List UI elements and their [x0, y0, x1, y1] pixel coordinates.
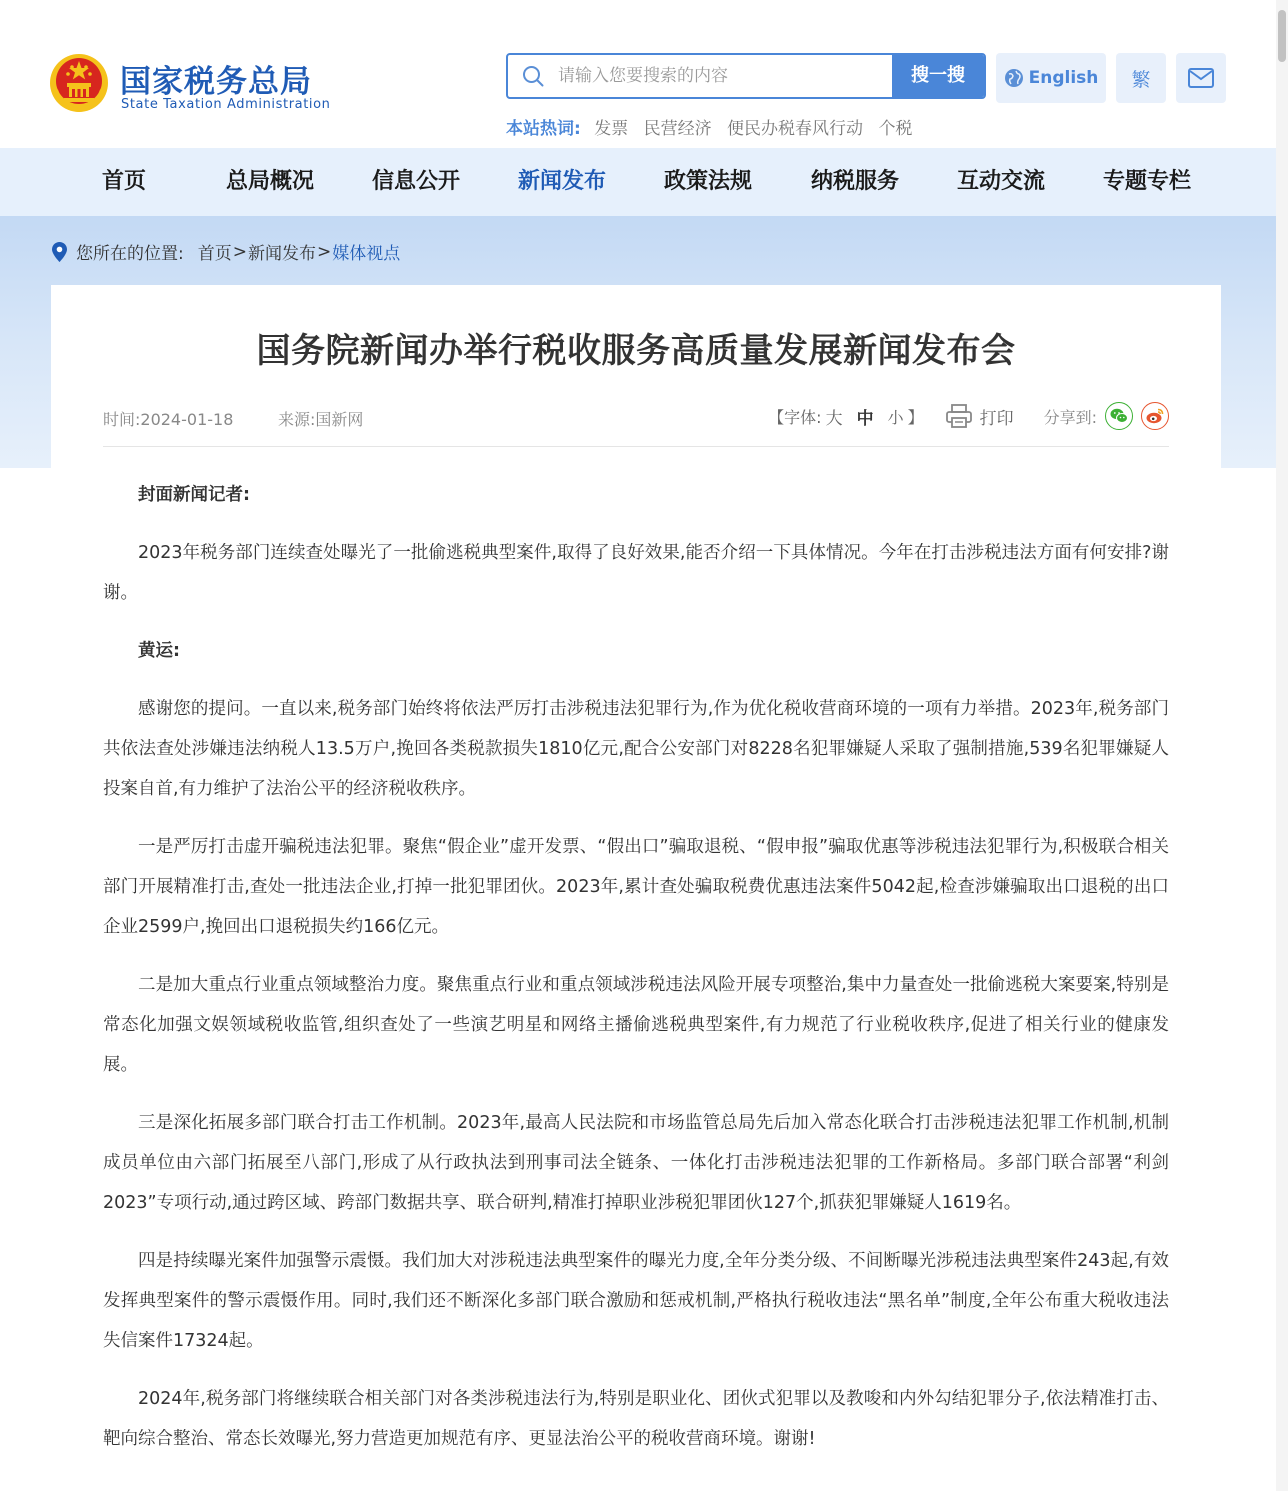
scrollbar-thumb[interactable] — [1278, 10, 1286, 62]
article-paragraph: 2024年,税务部门将继续联合相关部门对各类涉税违法行为,特别是职业化、团伙式犯罪以及教唆和内外勾结犯罪分子,依法精准打击、靶向综合整治、常态长效曝光,努力营造更加规范有序、更显法治公平的税收营商环境。谢谢! — [103, 1389, 1169, 1449]
main-nav — [0, 148, 1288, 216]
breadcrumb-news[interactable]: 新闻发布 — [247, 244, 316, 264]
hotword-link[interactable]: 便民办税春风行动 — [727, 119, 864, 139]
speaker-label: 黄运: — [138, 641, 180, 661]
nav-item-overview[interactable]: 总局概况 — [226, 169, 315, 194]
article-body — [103, 475, 1169, 1477]
logo-title-cn: 国家税务总局 — [120, 64, 312, 100]
printer-icon — [946, 404, 972, 428]
breadcrumb-separator: > — [232, 241, 247, 262]
nav-item-news[interactable]: 新闻发布 — [518, 169, 607, 194]
hotword-link[interactable]: 民营经济 — [643, 119, 712, 139]
logo-title-en: State Taxation Administration — [121, 97, 331, 112]
article-paragraph: 2023年税务部门连续查处曝光了一批偷逃税典型案件,取得了良好效果,能否介绍一下具体情况。今年在打击涉税违法方面有何安排?谢谢。 — [103, 543, 1169, 603]
traditional-chinese-button[interactable]: 繁 — [1116, 53, 1166, 103]
nav-item-tax-service[interactable]: 纳税服务 — [811, 169, 900, 194]
breadcrumb-home[interactable]: 首页 — [197, 244, 232, 264]
hotwords-label: 本站热词: — [506, 119, 581, 139]
article-paragraph: 二是加大重点行业重点领域整治力度。聚焦重点行业和重点领域涉税违法风险开展专项整治,集中力量查处一批偷逃税大案要案,特别是常态化加强文娱领域税收监管,组织查处了一些演艺明星和网络主播偷逃税典型案件,有力规范了行业税收秩序,促进了相关行业的健康发展。 — [103, 975, 1169, 1075]
breadcrumb — [52, 239, 400, 264]
article-tools — [768, 399, 1169, 433]
share-wechat-button[interactable] — [1105, 402, 1133, 430]
font-size-bracket: 】 — [907, 407, 924, 427]
article-title: 国务院新闻办举行税收服务高质量发展新闻发布会 — [256, 331, 1016, 371]
nav-item-policy[interactable]: 政策法规 — [664, 169, 753, 194]
article-meta — [103, 405, 1169, 447]
breadcrumb-current[interactable]: 媒体视点 — [332, 244, 401, 264]
mail-icon — [1188, 68, 1214, 88]
share-label: 分享到: — [1043, 407, 1097, 427]
nav-item-interaction[interactable]: 互动交流 — [957, 169, 1046, 194]
article-paragraph: 四是持续曝光案件加强警示震慑。我们加大对涉税违法典型案件的曝光力度,全年分类分级、不间断曝光涉税违法典型案件243起,有效发挥典型案件的警示震慑作用。同时,我们还不断深化多部门联合激励和惩戒机制,严格执行税收违法“黑名单”制度,全年公布重大税收违法失信案件17324起。 — [103, 1251, 1169, 1351]
hotword-link[interactable]: 发票 — [594, 119, 629, 139]
article-paragraph: 感谢您的提问。一直以来,税务部门始终将依法严厉打击涉税违法犯罪行为,作为优化税收营商环境的一项有力举措。2023年,税务部门共依法查处涉嫌违法纳税人13.5万户,挽回各类税款损失1810亿元,配合公安部门对8228名犯罪嫌疑人采取了强制措施,539名犯罪嫌疑人投案自首,有力维护了法治公平的经济税收秩序。 — [103, 699, 1169, 799]
print-label: 打印 — [979, 408, 1014, 429]
hotwords-bar — [506, 114, 922, 139]
globe-icon — [1004, 68, 1024, 88]
english-button[interactable] — [996, 53, 1106, 103]
article-source: 来源:国新网 — [278, 410, 364, 429]
font-size-large[interactable]: 大 — [825, 408, 843, 429]
font-size-medium[interactable]: 中 — [856, 408, 874, 429]
nav-item-special-topics[interactable]: 专题专栏 — [1103, 169, 1192, 194]
article-card — [51, 285, 1221, 1491]
search-icon — [522, 65, 544, 87]
article-time: 时间:2024-01-18 — [103, 410, 234, 429]
weibo-icon — [1146, 408, 1164, 424]
font-size-label: 【字体: — [768, 407, 822, 427]
nav-item-home[interactable]: 首页 — [102, 169, 147, 194]
wechat-icon — [1110, 408, 1128, 424]
print-button[interactable] — [946, 404, 1014, 429]
english-label: English — [1028, 68, 1099, 88]
search-button[interactable]: 搜一搜 — [892, 55, 984, 97]
scrollbar[interactable] — [1276, 0, 1288, 1491]
share-weibo-button[interactable] — [1141, 402, 1169, 430]
speaker-label: 封面新闻记者: — [138, 485, 250, 505]
mail-button[interactable] — [1176, 53, 1226, 103]
hotword-link[interactable]: 个税 — [878, 119, 913, 139]
breadcrumb-label: 您所在的位置: — [76, 244, 184, 264]
font-size-small[interactable]: 小 — [887, 407, 904, 427]
breadcrumb-separator: > — [316, 241, 332, 262]
article-paragraph: 一是严厉打击虚开骗税违法犯罪。聚焦“假企业”虚开发票、“假出口”骗取退税、“假申报”骗取优惠等涉税违法犯罪行为,积极联合相关部门开展精准打击,查处一批违法企业,打掉一批犯罪团伙。2023年,累计查处骗取税费优惠违法案件5042起,检查涉嫌骗取出口退税的出口企业2599户,挽回出口退税损失约166亿元。 — [103, 837, 1169, 937]
national-emblem-icon — [48, 52, 110, 114]
search-input[interactable] — [558, 55, 888, 97]
site-header — [0, 0, 1288, 148]
site-logo[interactable] — [48, 50, 348, 120]
nav-item-info-disclosure[interactable]: 信息公开 — [372, 169, 461, 194]
font-size-control — [768, 404, 923, 429]
article-paragraph: 三是深化拓展多部门联合打击工作机制。2023年,最高人民法院和市场监管总局先后加入常态化联合打击涉税违法犯罪工作机制,机制成员单位由六部门拓展至八部门,形成了从行政执法到刑事司法全链条、一体化打击涉税违法犯罪的工作新格局。多部门联合部署“利剑2023”专项行动,通过跨区域、跨部门数据共享、联合研判,精准打掉职业涉税犯罪团伙127个,抓获犯罪嫌疑人1619名。 — [103, 1113, 1169, 1213]
location-pin-icon — [52, 242, 67, 262]
search-box — [506, 53, 986, 99]
